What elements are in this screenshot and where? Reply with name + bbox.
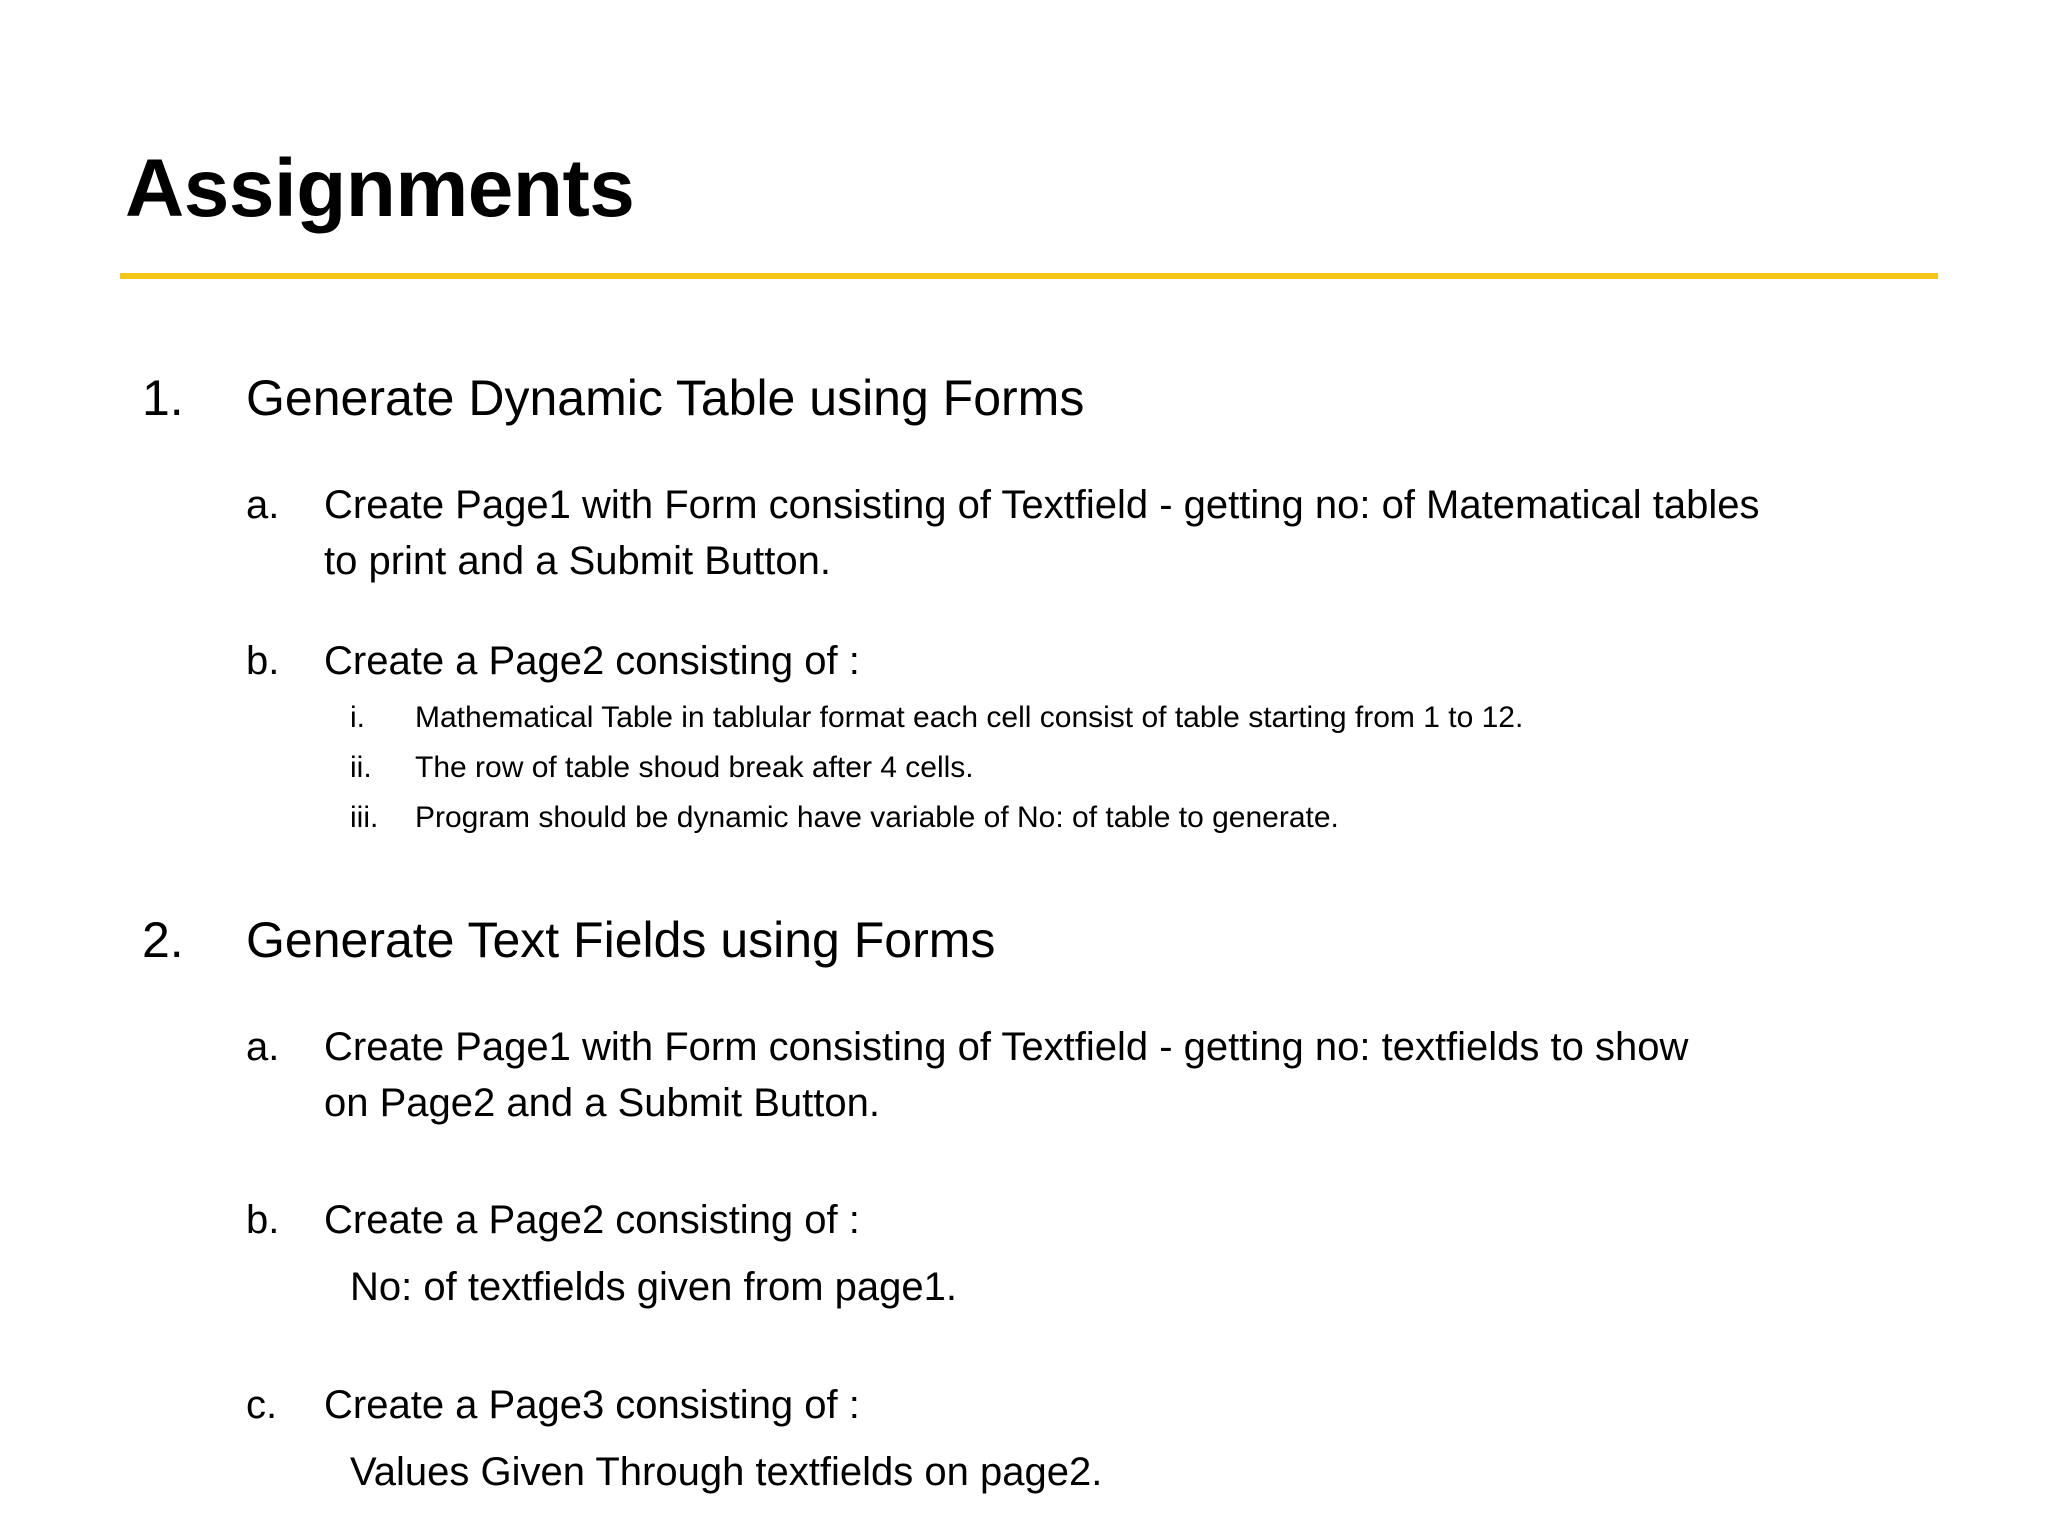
slide-title: Assignments [125,143,635,234]
item-marker: b. [246,639,280,683]
item-text: Create a Page2 consisting of : [324,1198,860,1242]
subitem-marker: i. [350,701,365,734]
section-heading: Generate Text Fields using Forms [246,912,996,968]
item-text: Create a Page2 consisting of : [324,639,860,683]
item-marker: a. [246,1025,280,1069]
item-text: Create Page1 with Form consisting of Textfield - getting no: of Matematical tables [324,483,1760,527]
item-text-continued: on Page2 and a Submit Button. [324,1081,880,1125]
subitem-marker: ii. [350,751,372,784]
item-text: Create a Page3 consisting of : [324,1383,860,1427]
item-marker: c. [246,1383,278,1427]
item-detail: Values Given Through textfields on page2. [350,1450,1103,1494]
subitem-text: The row of table shoud break after 4 cells. [415,751,974,784]
section-number: 2. [142,912,184,968]
subitem-marker: iii. [350,801,379,834]
subitem-text: Mathematical Table in tablular format each cell consist of table starting from 1 to 12. [415,701,1524,734]
section-number: 1. [142,370,184,426]
item-detail: No: of textfields given from page1. [350,1265,957,1309]
section-heading: Generate Dynamic Table using Forms [246,370,1085,426]
title-underline [120,273,1938,279]
item-marker: a. [246,483,280,527]
item-text-continued: to print and a Submit Button. [324,539,831,583]
subitem-text: Program should be dynamic have variable of No: of table to generate. [415,801,1339,834]
item-text: Create Page1 with Form consisting of Textfield - getting no: textfields to show [324,1025,1689,1069]
item-marker: b. [246,1198,280,1242]
